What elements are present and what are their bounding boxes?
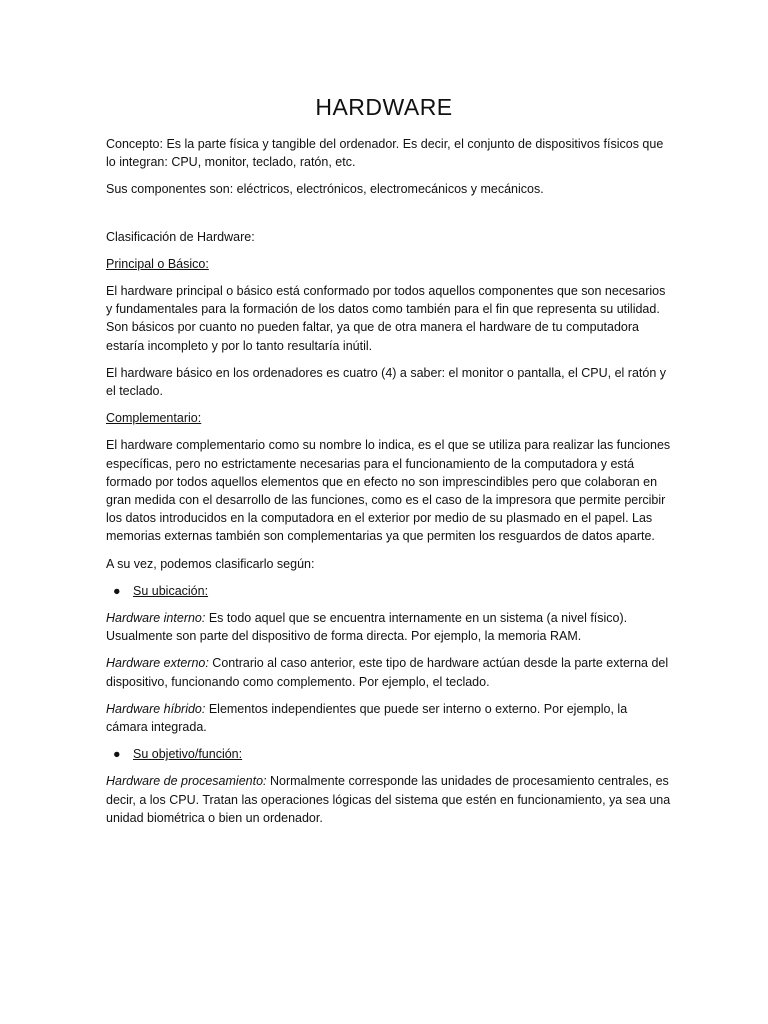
bullet-icon: ● — [113, 747, 121, 762]
concepto-paragraph — [106, 135, 672, 171]
principal-heading: Principal o Básico: — [106, 256, 209, 271]
bullet-icon: ● — [113, 583, 121, 598]
hardware-procesamiento-term: Hardware de procesamiento: — [106, 774, 267, 789]
hardware-interno-term: Hardware interno: — [106, 611, 206, 626]
hardware-externo-text: Contrario al caso anterior, este tipo de hardware actúan desde la parte externa del dispositivo, funcionando como complemento. Por ejemplo, el teclado. — [106, 656, 669, 689]
hardware-hibrido-text: Elementos independientes que puede ser interno o externo. Por ejemplo, la cámara integrada. — [106, 701, 628, 735]
concepto-text: Es la parte física y tangible del ordenador. Es decir, el conjunto de dispositivos físicos que lo integran: CPU, monitor, teclado, ratón, etc. — [106, 137, 664, 170]
hardware-externo-term: Hardware externo: — [106, 656, 209, 671]
hardware-interno-text: Es todo aquel que se encuentra internamente en un sistema (a nivel físico). Usualmente son parte del dispositivo de forma directa. Por ejemplo, la memoria RAM. — [106, 611, 628, 644]
clasificacion-heading: Clasificación de Hardware: — [106, 229, 255, 244]
complementario-heading: Complementario: — [106, 411, 202, 426]
ubicacion-heading: Su ubicación: — [133, 583, 209, 598]
hardware-externo-paragraph — [106, 654, 672, 690]
document-body — [106, 135, 672, 836]
hardware-hibrido-paragraph — [106, 700, 672, 736]
componentes-paragraph: Sus componentes son: eléctricos, electrónicos, electromecánicos y mecánicos. — [106, 182, 544, 197]
complementario-paragraph-2: A su vez, podemos clasificarlo según: — [106, 556, 315, 571]
ubicacion-bullet-item — [106, 582, 672, 600]
hardware-procesamiento-paragraph — [106, 772, 672, 827]
objetivo-bullet-item — [106, 745, 672, 763]
objetivo-heading: Su objetivo/función: — [133, 747, 243, 762]
concepto-label: Concepto: — [106, 137, 163, 151]
principal-paragraph-2: El hardware básico en los ordenadores es cuatro (4) a saber: el monitor o pantalla, el CPU, el ratón y el teclado. — [106, 365, 667, 399]
hardware-hibrido-term: Hardware híbrido: — [106, 701, 206, 716]
hardware-procesamiento-text: Normalmente corresponde las unidades de procesamiento centrales, es decir, a los CPU. Tratan las operaciones lógicas del sistema que estén en funcionamiento, ya sea una unidad biométrica o bien un ordenador. — [106, 774, 671, 825]
principal-paragraph-1: El hardware principal o básico está conformado por todos aquellos componentes que son necesarios y fundamentales para la formación de los datos como también para el fin que representa su utilidad. Son básicos por cuanto no pueden faltar, ya que de otra manera el hardware de tu computadora estaría incompleto y por lo tanto resultaría inútil. — [106, 284, 666, 353]
complementario-paragraph-1: El hardware complementario como su nombre lo indica, es el que se utiliza para realizar las funciones específicas, pero no estrictamente necesarias para el funcionamiento de la computadora y está formado por todos aquellos elementos que en efecto no son imprescindibles pero que colaboran en gran medida con el desarrollo de las funciones, como es el caso de la impresora que permite percibir los datos introducidos en la computadora en el exterior por medio de su plasmado en el papel. Las memorias externas también son complementarias ya que permiten los resguardos de datos aparte. — [106, 438, 671, 544]
document-title: HARDWARE — [315, 94, 453, 120]
hardware-interno-paragraph — [106, 609, 672, 645]
